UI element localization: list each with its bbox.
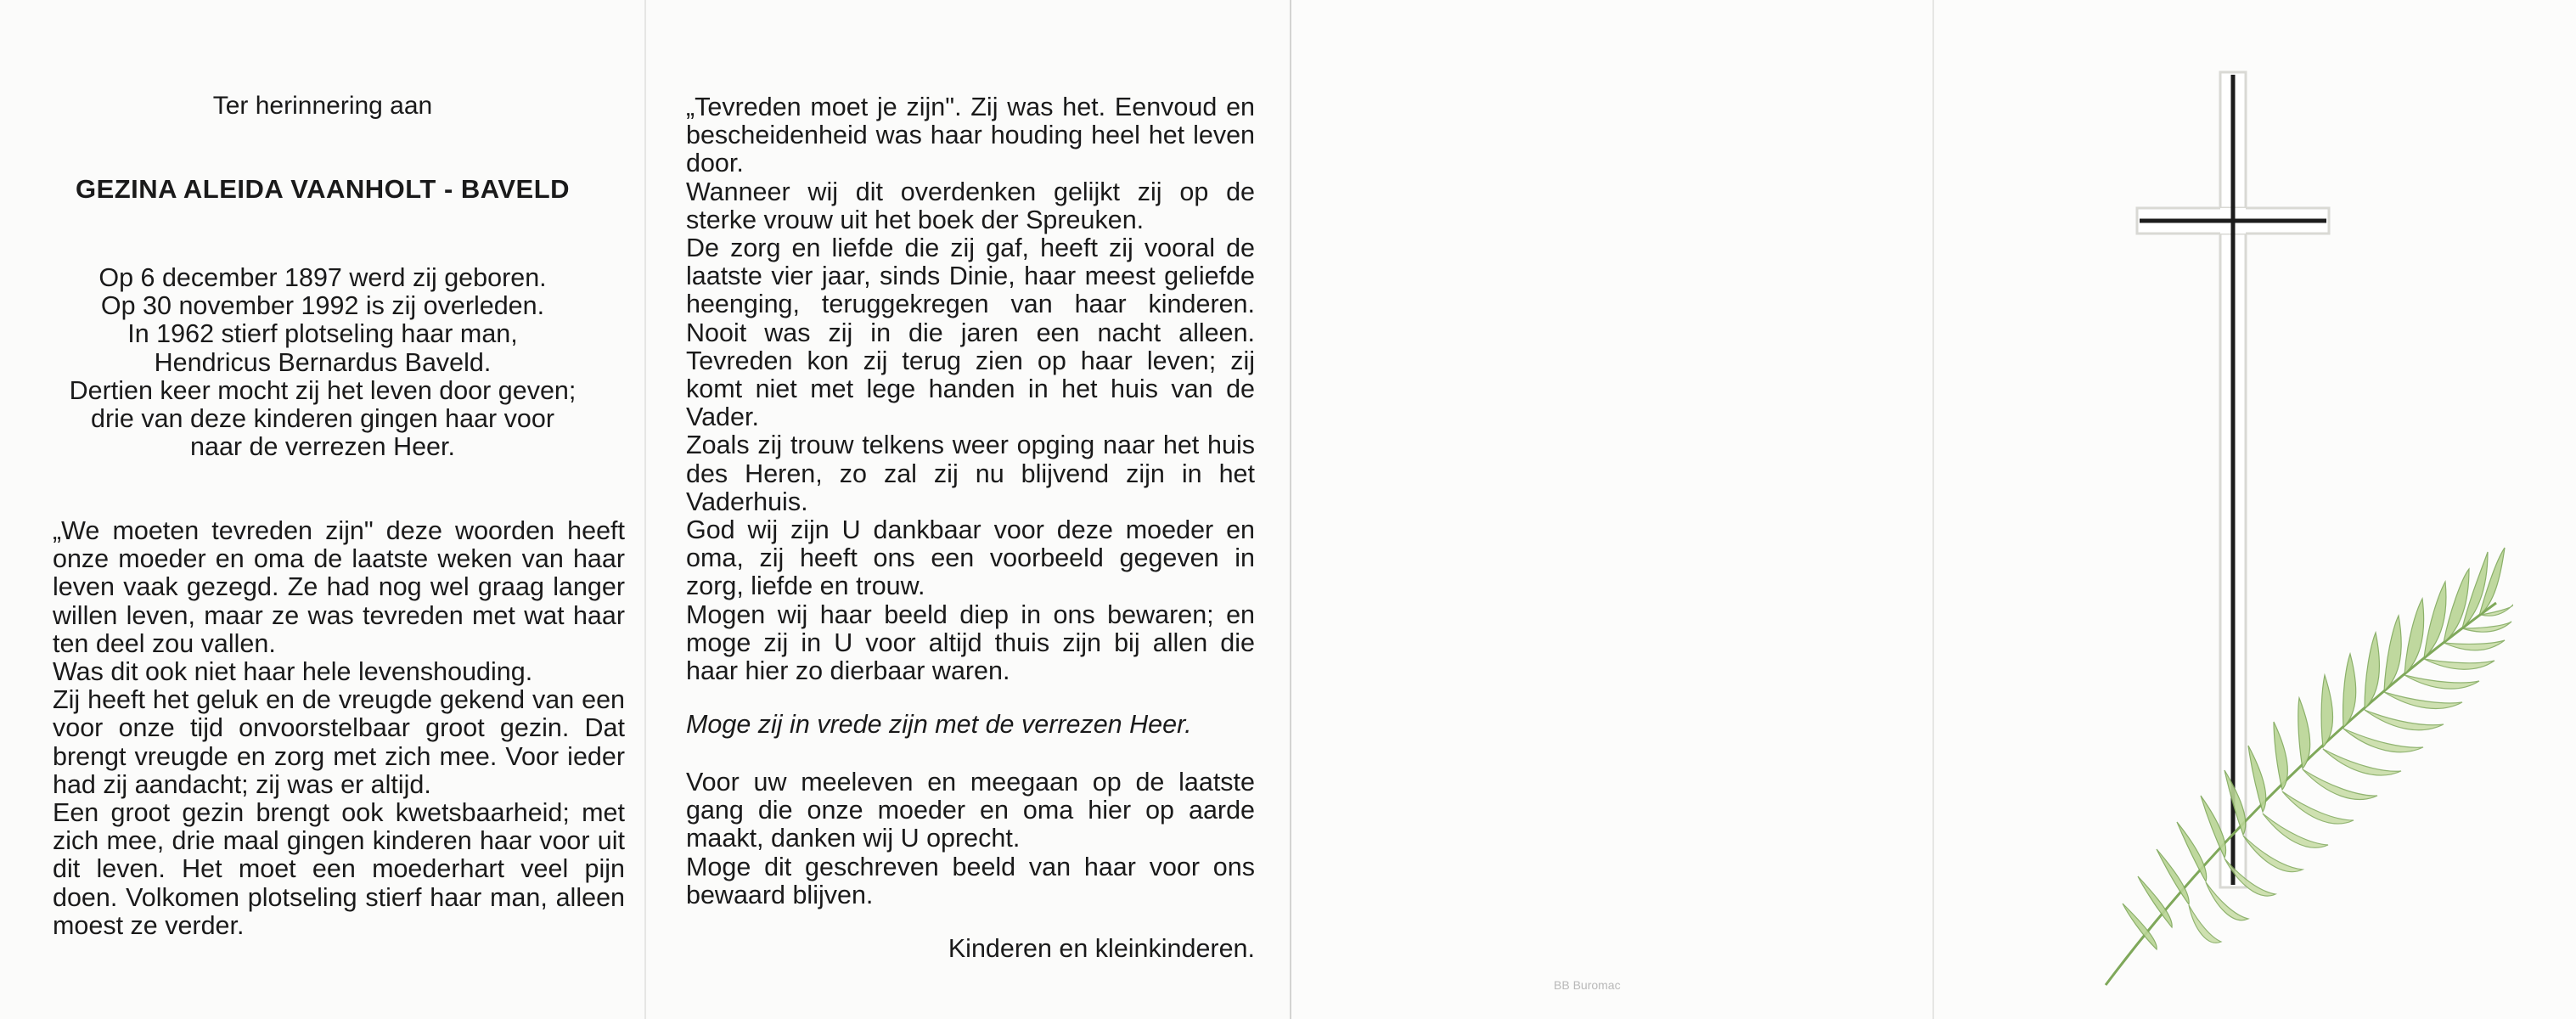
paragraph: „We moeten tevreden zijn" deze woorden heeft onze moeder en oma de laatste weken van haar leven vaak gezegd. Ze had nog wel graag langer willen leven, maar ze was tevreden met wat haar ten deel zou vallen. [53, 516, 625, 658]
paragraph: God wij zijn U dankbaar voor deze moeder en oma, zij heeft ons een voorbeeld gegeven in zorg, liefde en trouw. [686, 515, 1255, 601]
bio-block [47, 264, 599, 461]
paragraph: Wanneer wij dit overdenken gelijkt zij op de sterke vrouw uit het boek der Spreuken. [686, 177, 1255, 234]
card-page-blank [1291, 0, 1933, 1019]
paragraph: Was dit ook niet haar hele levenshouding. [53, 657, 533, 687]
paragraph: Zij heeft het geluk en de vreugde gekend van een voor onze tijd onvoorstelbaar groot gezin. Dat brengt vreugde en zorg met zich mee. Voor ieder had zij aandacht; zij was er altijd. [53, 685, 625, 799]
deceased-name: GEZINA ALEIDA VAANHOLT - BAVELD [75, 174, 571, 204]
palm-branch-icon [2089, 543, 2513, 1002]
fold-line [1932, 0, 1934, 1019]
printer-mark: BB Buromac [1554, 978, 1621, 992]
paragraph: Zoals zij trouw telkens weer opging naar het huis des Heren, zo zal zij nu blijvend zijn in het Vaderhuis. [686, 431, 1255, 516]
reflection-block [686, 93, 1255, 685]
bio-line: naar de verrezen Heer. [190, 432, 455, 462]
paragraph: Een groot gezin brengt ook kwetsbaarheid; met zich mee, drie maal gingen kinderen haar voor uit dit leven. Het moet een moederhart veel pijn doen. Volkomen plotseling stierf haar man, alleen moest ze verder. [53, 798, 625, 940]
fold-line [644, 0, 646, 1019]
thanks-block [686, 768, 1255, 909]
prayer-line: Moge zij in vrede zijn met de verrezen Heer. [686, 710, 1192, 739]
paragraph: „Tevreden moet je zijn". Zij was het. Eenvoud en bescheidenheid was haar houding heel het leven door. [686, 93, 1255, 178]
bio-line: drie van deze kinderen gingen haar voor [91, 404, 554, 434]
signature: Kinderen en kleinkinderen. [948, 934, 1255, 963]
fold-line [1290, 0, 1291, 1019]
paragraph: Moge dit geschreven beeld van haar voor ons bewaard blijven. [686, 852, 1255, 909]
bio-line: Dertien keer mocht zij het leven door geven; [69, 375, 577, 405]
paragraph: De zorg en liefde die zij gaf, heeft zij vooral de laatste vier jaar, sinds Dinie, haar meest geliefde heenging, teruggekregen van haar kinderen. Nooit was zij in die jaren een nacht alleen. Tevreden kon zij terug zien op haar leven; zij komt niet met lege handen in het huis van de Vader. [686, 234, 1255, 432]
bio-line: Op 6 december 1897 werd zij geboren. [98, 263, 547, 292]
paragraph: Mogen wij haar beeld diep in ons bewaren; en moge zij in U voor altijd thuis zijn bij allen die haar hier zo dierbaar waren. [686, 600, 1255, 686]
bio-line: Op 30 november 1992 is zij overleden. [100, 291, 545, 321]
intro-text: Ter herinnering aan [212, 92, 433, 120]
bio-line: In 1962 stierf plotseling haar man, [127, 319, 518, 349]
paragraph: Voor uw meeleven en meegaan op de laatste gang die onze moeder en oma hier op aarde maakt, danken wij U oprecht. [686, 768, 1255, 853]
quote-block [53, 517, 625, 940]
bio-line: Hendricus Bernardus Baveld. [154, 347, 492, 377]
